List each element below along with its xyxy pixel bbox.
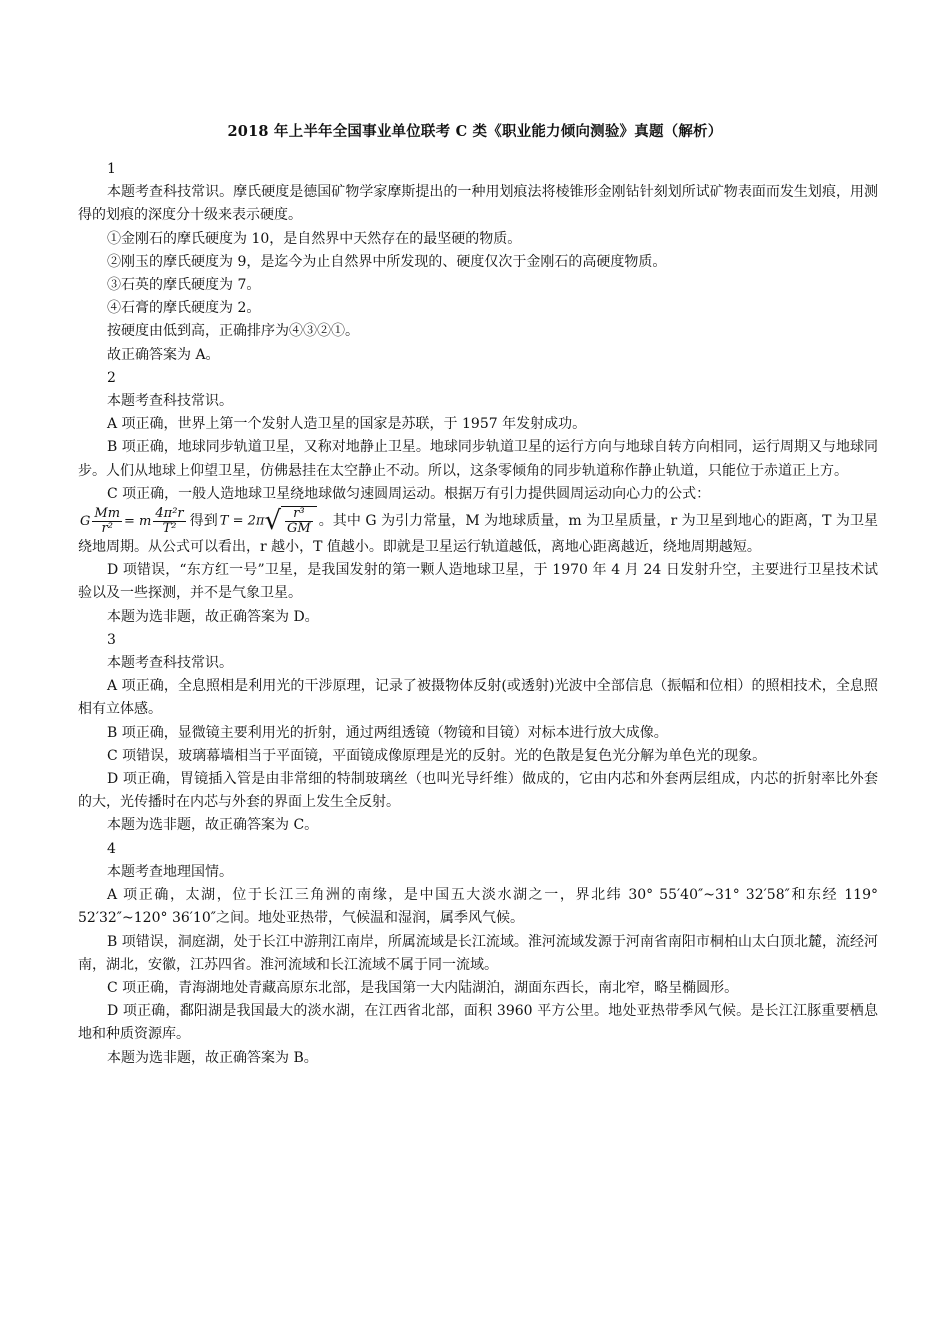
- paragraph: ①金刚石的摩氏硬度为 10，是自然界中天然存在的最坚硬的物质。: [107, 230, 522, 247]
- paragraph: D 项正确，鄱阳湖是我国最大的淡水湖，在江西省北部，面积 3960 平方公里。地处亚热带季风气候。是长江江豚重要栖息地和种质资源库。: [78, 1003, 878, 1043]
- paragraph: A 项正确，全息照相是利用光的干涉原理，记录了被摄物体反射(或透射)光波中全部信息（振幅和位相）的照相技术，全息照相有立体感。: [78, 678, 878, 718]
- paragraph: B 项错误，洞庭湖，处于长江中游荆江南岸，所属流域是长江流域。淮河流域发源于河南省南阳市桐柏山太白顶北麓，流经河南，湖北，安徽，江苏四省。淮河流域和长江流域不属于同一流域。: [78, 933, 878, 973]
- paragraph: 本题考查科技常识。: [107, 655, 233, 672]
- question-number: 1: [107, 161, 116, 177]
- paragraph: ④石膏的摩氏硬度为 2。: [107, 300, 261, 317]
- formula-paragraph: G $\frac{Mm}{\text{r²}}$ = m $\frac{\text{4π²r}}{\text{T²}}$ 得到 T = 2π√ $\frac{\text{r³}}{GM}$ 。其中 G 为引力常量，M 为地球质量，m 为卫星质量，r 为卫星到地心的距离，T 为卫星绕地周期。从公式可以看出，r 越小，T 值越小。即就是卫星运行轨道越低，离地心距离越近，绕地周期越短。: [78, 505, 879, 556]
- paragraph: 本题考查科技常识。: [107, 393, 233, 410]
- document-body: [78, 158, 878, 1070]
- paragraph: D 项正确，胃镜插入管是由非常细的特制玻璃丝（也叫光导纤维）做成的，它由内芯和外套两层组成，内芯的折射率比外套的大，光传播时在内芯与外套的界面上发生全反射。: [78, 771, 878, 811]
- question-number: 4: [107, 840, 116, 857]
- paragraph: ③石英的摩氏硬度为 7。: [107, 277, 261, 294]
- period-formula: T = 2π√ $\frac{\text{r³}}{GM}$: [220, 506, 317, 536]
- question-number: 3: [107, 631, 116, 648]
- paragraph: A 项正确，世界上第一个发射人造卫星的国家是苏联，于 1957 年发射成功。: [107, 416, 587, 433]
- paragraph: 本题为选非题，故正确答案为 B。: [107, 1049, 318, 1066]
- paragraph: B 项正确，显微镜主要利用光的折射，通过两组透镜（物镜和目镜）对标本进行放大成像。: [107, 724, 668, 741]
- paragraph: 本题考查科技常识。摩氏硬度是德国矿物学家摩斯提出的一种用划痕法将棱锥形金刚钻针刻划所试矿物表面而发生划痕，用测得的划痕的深度分十级来表示硬度。: [78, 184, 878, 224]
- paragraph: 故正确答案为 A。: [107, 346, 220, 363]
- gravity-formula: G $\frac{Mm}{\text{r²}}$ = m $\frac{\text{4π²r}}{\text{T²}}$: [80, 505, 184, 536]
- paragraph: C 项正确，青海湖地处青藏高原东北部，是我国第一大内陆湖泊，湖面东西长，南北窄，略呈椭圆形。: [107, 979, 739, 996]
- paragraph: ②刚玉的摩氏硬度为 9，是迄今为止自然界中所发现的、硬度仅次于金刚石的高硬度物质。: [107, 253, 667, 270]
- question-number: 2: [107, 369, 116, 386]
- paragraph: 按硬度由低到高，正确排序为④③②①。: [107, 323, 359, 340]
- document-title: 2018 年上半年全国事业单位联考 C 类《职业能力倾向测验》真题（解析）: [227, 123, 723, 140]
- paragraph: 本题为选非题，故正确答案为 C。: [107, 817, 319, 834]
- paragraph: C 项错误，玻璃幕墙相当于平面镜，平面镜成像原理是光的反射。光的色散是复色光分解为单色光的现象。: [107, 747, 767, 764]
- paragraph: B 项正确，地球同步轨道卫星，又称对地静止卫星。地球同步轨道卫星的运行方向与地球自转方向相同，运行周期又与地球同步。人们从地球上仰望卫星，仿佛悬挂在太空静止不动。所以，这条零倾角的同步轨道称作静止轨道，只能位于赤道正上方。: [78, 439, 878, 479]
- paragraph: A 项正确，太湖，位于长江三角洲的南缘，是中国五大淡水湖之一，界北纬 30° 55′40″~31° 32′58″和东经 119° 52′32″~120° 36′10″之间。地处亚热带，气候温和湿润，属季风气候。: [78, 887, 878, 927]
- paragraph: 本题考查地理国情。: [107, 863, 233, 880]
- paragraph: 本题为选非题，故正确答案为 D。: [107, 608, 319, 625]
- paragraph: D 项错误，“东方红一号”卫星，是我国发射的第一颗人造地球卫星，于 1970 年 4 月 24 日发射升空，主要进行卫星技术试验以及一些探测，并不是气象卫星。: [78, 562, 878, 602]
- paragraph: C 项正确，一般人造地球卫星绕地球做匀速圆周运动。根据万有引力提供圆周运动向心力的公式：: [107, 485, 711, 502]
